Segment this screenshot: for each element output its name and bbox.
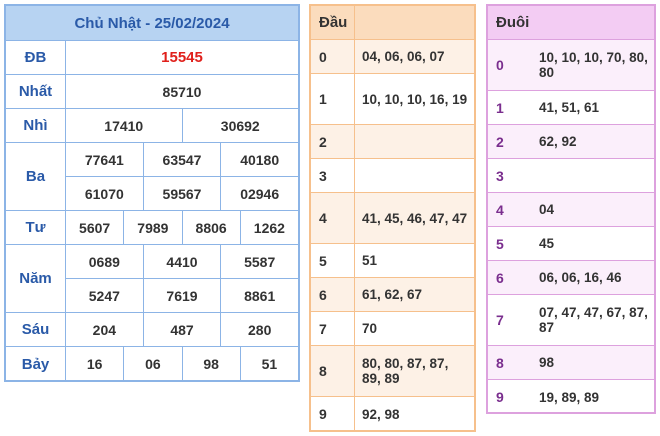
duoi-row bbox=[488, 380, 654, 414]
prize-row-db bbox=[6, 41, 298, 75]
dau-row bbox=[311, 346, 474, 397]
dau-digit: 7 bbox=[311, 312, 355, 345]
duoi-digit: 2 bbox=[496, 133, 504, 150]
duoi-row bbox=[488, 261, 654, 295]
results-table bbox=[4, 4, 300, 382]
prize-number: 77641 bbox=[84, 151, 124, 168]
prize-number: 98 bbox=[182, 347, 240, 381]
prize-number: 40180 bbox=[220, 143, 298, 176]
prize-number: 7989 bbox=[123, 211, 181, 244]
prize-number: 7619 bbox=[143, 279, 221, 312]
duoi-table bbox=[486, 4, 656, 414]
prize-row-tu bbox=[6, 211, 298, 245]
duoi-row bbox=[488, 227, 654, 261]
dau-row bbox=[311, 312, 474, 346]
duoi-numbers: 10, 10, 10, 70, 80, 80 bbox=[539, 50, 648, 80]
prize-number: 02946 bbox=[220, 177, 298, 210]
dau-numbers: 51 bbox=[362, 253, 378, 268]
dau-row bbox=[311, 244, 474, 278]
prize-number: 30692 bbox=[182, 109, 299, 142]
dau-row bbox=[311, 159, 474, 193]
duoi-row bbox=[488, 40, 654, 91]
duoi-numbers: 41, 51, 61 bbox=[539, 100, 600, 115]
prize-label-db: ĐB bbox=[6, 41, 66, 74]
dau-numbers: 80, 80, 87, 87, 89, 89 bbox=[362, 356, 449, 386]
duoi-row bbox=[488, 346, 654, 380]
prize-row-sau bbox=[6, 313, 298, 347]
duoi-digit: 3 bbox=[496, 167, 504, 184]
dau-row bbox=[311, 278, 474, 312]
dau-table bbox=[309, 4, 476, 432]
duoi-numbers: 98 bbox=[539, 355, 555, 370]
duoi-numbers: 06, 06, 16, 46 bbox=[539, 270, 622, 285]
duoi-numbers: 45 bbox=[539, 236, 555, 251]
prize-number: 204 bbox=[92, 321, 117, 338]
prize-label-nhi: Nhì bbox=[6, 109, 66, 142]
dau-table-header bbox=[311, 6, 474, 40]
prize-row-nhat bbox=[6, 75, 298, 109]
prize-number: 1262 bbox=[240, 211, 298, 244]
prize-row-bay bbox=[6, 347, 298, 381]
prize-label-nhat: Nhất bbox=[6, 75, 66, 108]
prize-number: 8861 bbox=[220, 279, 298, 312]
dau-digit: 9 bbox=[311, 397, 355, 431]
prize-number: 5607 bbox=[79, 219, 111, 236]
prize-number: 0689 bbox=[88, 253, 120, 270]
dau-digit: 6 bbox=[311, 278, 355, 311]
dau-row bbox=[311, 74, 474, 125]
prize-number: 4410 bbox=[143, 245, 221, 278]
prize-label-tu: Tư bbox=[6, 211, 66, 244]
prize-label-sau: Sáu bbox=[6, 313, 66, 346]
duoi-digit: 9 bbox=[496, 389, 504, 405]
prize-number: 51 bbox=[240, 347, 298, 381]
duoi-digit: 6 bbox=[496, 269, 504, 286]
dau-digit: 2 bbox=[311, 125, 355, 158]
prize-number: 59567 bbox=[143, 177, 221, 210]
prize-row-ba bbox=[6, 143, 298, 211]
duoi-numbers: 07, 47, 47, 67, 87, 87 bbox=[539, 305, 648, 335]
prize-label-bay: Bảy bbox=[6, 347, 66, 381]
prize-number: 16 bbox=[86, 356, 103, 372]
duoi-header-label: Đuôi bbox=[496, 14, 530, 31]
dau-digit: 8 bbox=[311, 346, 355, 396]
dau-numbers: 41, 45, 46, 47, 47 bbox=[362, 210, 468, 226]
duoi-numbers: 04 bbox=[539, 202, 555, 217]
duoi-numbers bbox=[532, 159, 654, 192]
dau-row bbox=[311, 125, 474, 159]
duoi-digit: 8 bbox=[496, 354, 504, 371]
duoi-digit: 1 bbox=[496, 99, 504, 116]
prize-number: 487 bbox=[143, 313, 221, 346]
duoi-digit: 0 bbox=[496, 57, 504, 73]
dau-numbers: 61, 62, 67 bbox=[362, 287, 423, 302]
duoi-row bbox=[488, 125, 654, 159]
duoi-digit: 4 bbox=[496, 201, 504, 218]
dau-digit: 0 bbox=[311, 40, 355, 73]
dau-digit: 5 bbox=[311, 244, 355, 277]
prize-number: 17410 bbox=[104, 117, 144, 134]
duoi-row bbox=[488, 91, 654, 125]
duoi-numbers: 19, 89, 89 bbox=[539, 389, 600, 405]
dau-digit: 4 bbox=[311, 193, 355, 243]
duoi-table-header bbox=[488, 6, 654, 40]
prize-number: 5247 bbox=[88, 287, 120, 304]
dau-row bbox=[311, 40, 474, 74]
prize-number: 85710 bbox=[162, 83, 202, 100]
dau-numbers bbox=[355, 125, 474, 158]
duoi-row bbox=[488, 193, 654, 227]
prize-number: 61070 bbox=[84, 185, 124, 202]
duoi-row bbox=[488, 159, 654, 193]
dau-numbers: 04, 06, 06, 07 bbox=[362, 49, 445, 64]
duoi-row bbox=[488, 295, 654, 346]
prize-label-nam: Năm bbox=[6, 245, 66, 312]
duoi-numbers: 62, 92 bbox=[539, 134, 577, 149]
results-date-title: Chủ Nhật - 25/02/2024 bbox=[6, 6, 298, 41]
prize-row-nam bbox=[6, 245, 298, 313]
special-prize-number: 15545 bbox=[161, 49, 203, 66]
dau-row bbox=[311, 193, 474, 244]
dau-numbers: 70 bbox=[362, 321, 378, 336]
dau-header-label: Đầu bbox=[311, 6, 355, 39]
dau-digit: 3 bbox=[311, 159, 355, 192]
prize-number: 5587 bbox=[220, 245, 298, 278]
prize-number: 06 bbox=[123, 347, 181, 381]
dau-row bbox=[311, 397, 474, 431]
dau-digit: 1 bbox=[311, 74, 355, 124]
dau-numbers: 92, 98 bbox=[362, 406, 400, 422]
prize-row-nhi bbox=[6, 109, 298, 143]
prize-number: 8806 bbox=[182, 211, 240, 244]
dau-numbers bbox=[355, 159, 474, 192]
prize-number: 280 bbox=[220, 313, 298, 346]
duoi-digit: 5 bbox=[496, 235, 504, 252]
prize-number: 63547 bbox=[143, 143, 221, 176]
prize-label-ba: Ba bbox=[6, 143, 66, 210]
duoi-digit: 7 bbox=[496, 312, 504, 328]
dau-numbers: 10, 10, 10, 16, 19 bbox=[362, 91, 468, 107]
